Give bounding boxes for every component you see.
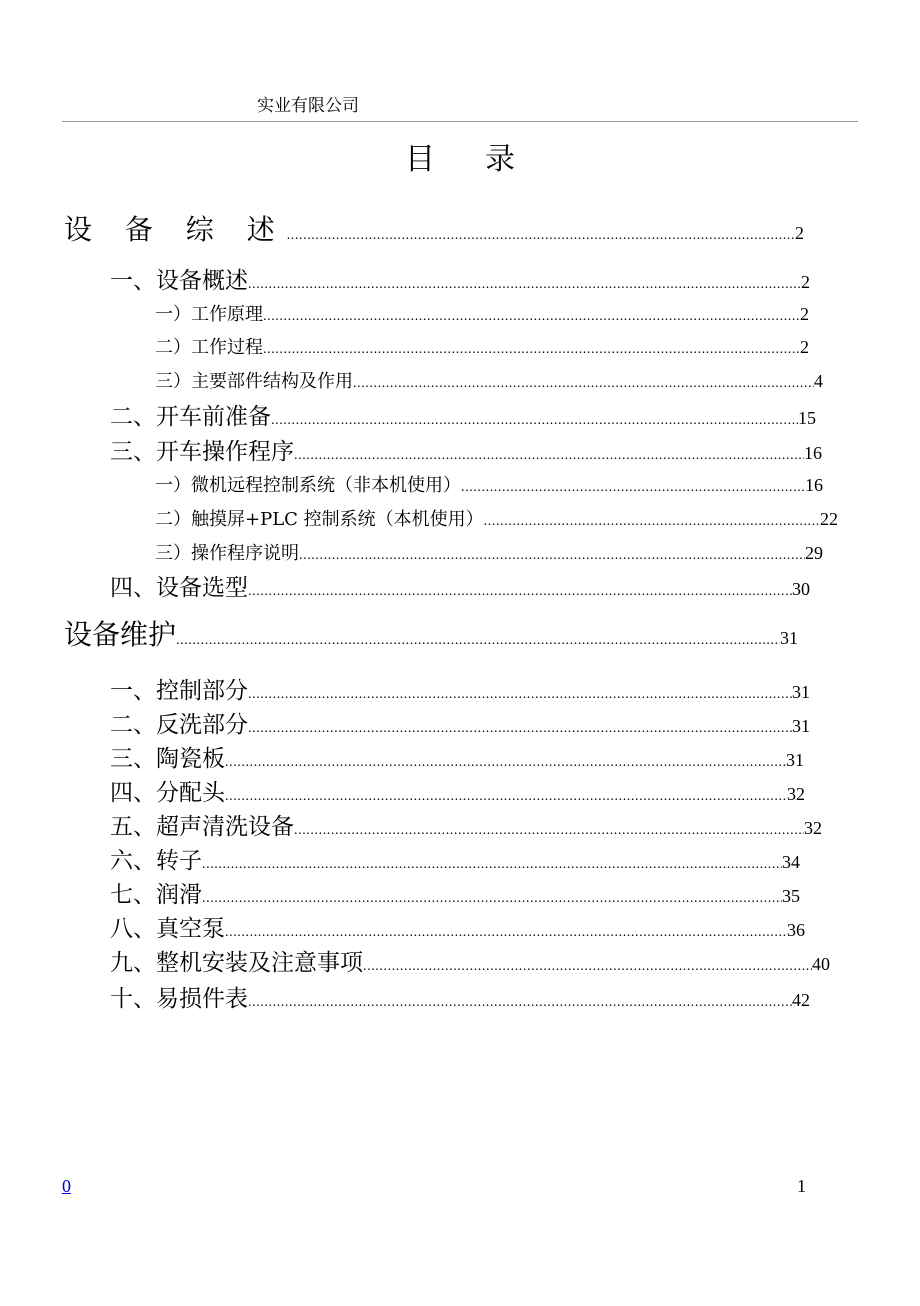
toc-entry-equipment-overview[interactable] [64,212,804,251]
toc-entry-remote-control-system[interactable] [155,473,823,498]
toc-entry-control-part[interactable] [110,676,810,707]
toc-entry-label: 设 备 综 述 [64,213,287,246]
header-company-name: 实业有限公司 [257,96,359,116]
toc-entry-procedure-description[interactable] [155,541,823,566]
toc-leader-dots [299,549,805,563]
toc-leader-dots [225,756,786,770]
toc-leader-dots [363,960,812,974]
toc-entry-label: 一）工作原理 [155,304,263,325]
toc-entry-label: 三）操作程序说明 [155,543,299,564]
toc-entry-page: 16 [804,443,822,463]
toc-entry-label: 二、反洗部分 [110,712,248,738]
toc-entry-page: 30 [792,579,810,599]
toc-entry-page: 4 [814,371,823,391]
toc-entry-installation-notes[interactable] [110,948,830,979]
toc-entry-label: 八、真空泵 [110,916,225,942]
toc-entry-label: 设备维护 [64,618,177,651]
toc-leader-dots [287,229,795,243]
toc-entry-ultrasonic-cleaning[interactable] [110,812,822,843]
footer-link[interactable]: 0 [62,1176,71,1196]
toc-entry-label: 一、控制部分 [110,678,248,704]
toc-entry-label: 七、润滑 [110,882,202,908]
toc-leader-dots [461,481,805,495]
toc-leader-dots [248,278,801,292]
toc-entry-page: 29 [805,543,823,563]
toc-entry-page: 36 [787,920,805,940]
toc-entry-working-process[interactable] [155,335,809,360]
toc-entry-rotor[interactable] [110,846,800,877]
toc-entry-page: 22 [820,509,838,529]
toc-leader-dots [353,377,814,391]
toc-title: 目录 [405,142,565,177]
toc-entry-equipment-summary[interactable] [110,266,810,297]
toc-entry-equipment-selection[interactable] [110,573,810,604]
toc-entry-vacuum-pump[interactable] [110,914,805,945]
toc-entry-label: 二、开车前准备 [110,404,271,430]
toc-leader-dots [263,343,800,357]
toc-entry-page: 32 [787,784,805,804]
toc-entry-page: 31 [792,682,810,702]
toc-entry-label: 一）微机远程控制系统（非本机使用） [155,475,461,496]
toc-entry-label: 四、设备选型 [110,575,248,601]
toc-entry-label: 三）主要部件结构及作用 [155,371,353,392]
toc-entry-lubrication[interactable] [110,880,800,911]
toc-entry-backwash-part[interactable] [110,710,810,741]
toc-leader-dots [294,824,804,838]
toc-entry-touchscreen-plc-system[interactable] [155,507,838,532]
toc-entry-page: 31 [792,716,810,736]
toc-entry-equipment-maintenance[interactable] [64,617,798,656]
toc-entry-page: 2 [795,223,804,243]
toc-leader-dots [248,996,792,1010]
toc-leader-dots [263,310,800,324]
toc-entry-page: 35 [782,886,800,906]
page-number: 1 [797,1176,806,1196]
toc-entry-page: 31 [780,628,798,648]
toc-entry-label: 一、设备概述 [110,268,248,294]
toc-entry-page: 15 [798,408,816,428]
toc-entry-startup-procedure[interactable] [110,437,822,468]
toc-entry-label: 二）触摸屏+PLC 控制系统（本机使用） [155,509,484,530]
toc-entry-wearing-parts[interactable] [110,984,810,1015]
toc-entry-page: 2 [800,337,809,357]
toc-leader-dots [248,688,792,702]
toc-entry-page: 40 [812,954,830,974]
toc-entry-page: 16 [805,475,823,495]
toc-entry-pre-start-preparation[interactable] [110,402,816,433]
toc-leader-dots [202,858,782,872]
toc-entry-main-components[interactable] [155,369,823,394]
toc-entry-page: 2 [800,304,809,324]
toc-leader-dots [248,585,792,599]
toc-entry-distribution-head[interactable] [110,778,805,809]
toc-leader-dots [225,790,787,804]
toc-entry-page: 32 [804,818,822,838]
header-divider [62,121,858,122]
toc-entry-working-principle[interactable] [155,302,809,327]
toc-entry-label: 六、转子 [110,848,202,874]
toc-leader-dots [484,515,820,529]
toc-entry-label: 九、整机安装及注意事项 [110,950,363,976]
toc-entry-page: 2 [801,272,810,292]
toc-leader-dots [202,892,782,906]
toc-entry-label: 三、陶瓷板 [110,746,225,772]
toc-entry-label: 二）工作过程 [155,337,263,358]
toc-entry-label: 五、超声清洗设备 [110,814,294,840]
toc-entry-ceramic-plate[interactable] [110,744,804,775]
toc-entry-label: 四、分配头 [110,780,225,806]
toc-entry-label: 十、易损件表 [110,986,248,1012]
toc-leader-dots [294,449,804,463]
toc-leader-dots [225,926,787,940]
toc-entry-page: 34 [782,852,800,872]
toc-entry-page: 42 [792,990,810,1010]
toc-entry-label: 三、开车操作程序 [110,439,294,465]
toc-leader-dots [176,634,780,648]
toc-entry-page: 31 [786,750,804,770]
toc-leader-dots [271,414,798,428]
toc-leader-dots [248,722,792,736]
